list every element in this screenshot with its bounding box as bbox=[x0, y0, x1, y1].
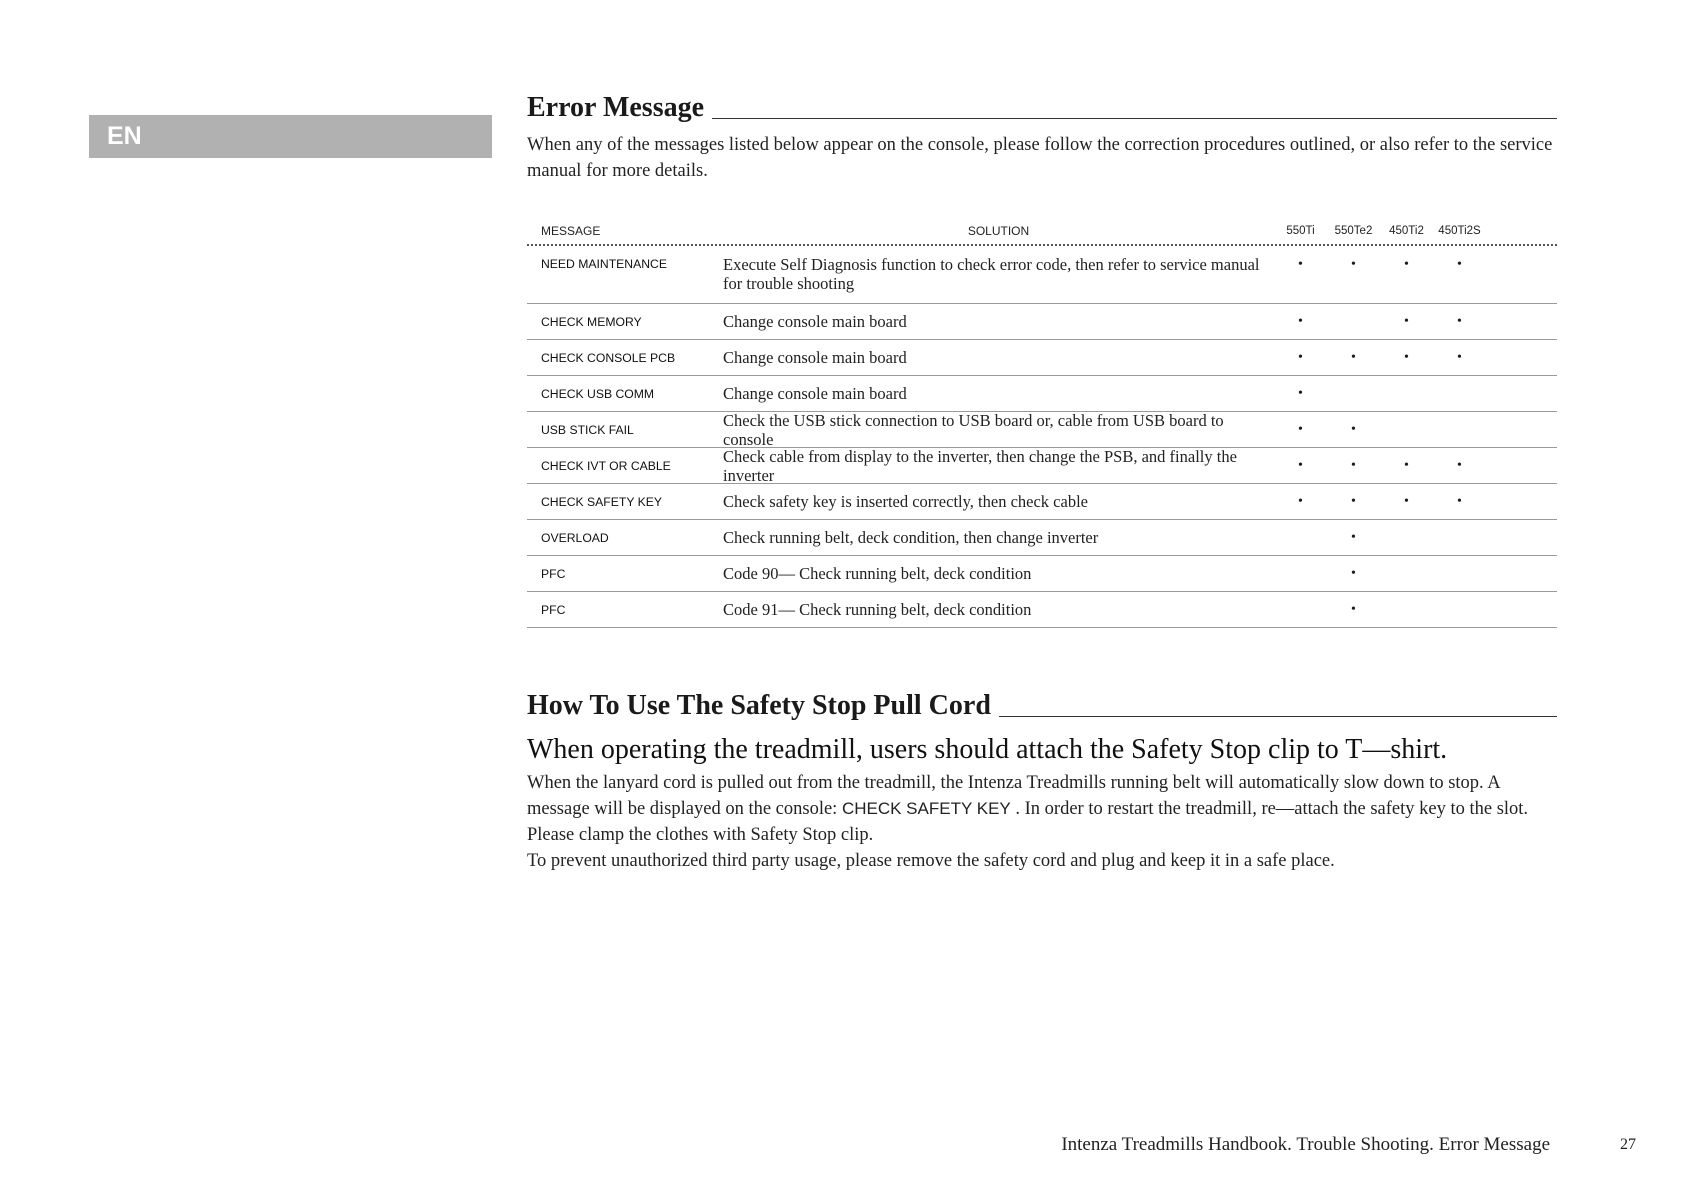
row-message: CHECK CONSOLE PCB bbox=[541, 350, 676, 365]
row-mark: • bbox=[1351, 350, 1356, 365]
row-solution: Change console main board bbox=[723, 348, 907, 367]
row-mark: • bbox=[1298, 458, 1303, 473]
row-solution: Check cable from display to the inverter, then change the PSB, and finally the inverter bbox=[723, 446, 1237, 485]
row-mark: • bbox=[1351, 602, 1356, 617]
para1-text-before: When the lanyard cord is pulled out from the treadmill, the Intenza Treadmills running belt will automatically slow down to stop. A message will be displayed on the console: bbox=[527, 773, 1500, 819]
language-tab: EN bbox=[89, 115, 492, 158]
row-mark: • bbox=[1298, 350, 1303, 365]
row-mark: • bbox=[1298, 314, 1303, 329]
row-mark: • bbox=[1457, 257, 1462, 272]
table-row bbox=[527, 412, 1557, 448]
row-message: CHECK SAFETY KEY bbox=[541, 494, 663, 509]
row-message: USB STICK FAIL bbox=[541, 422, 634, 437]
safety-paragraph-2: Please clamp the clothes with Safety Stop clip. bbox=[527, 825, 874, 845]
row-message: CHECK USB COMM bbox=[541, 386, 655, 401]
safety-paragraph-3: To prevent unauthorized third party usage, please remove the safety cord and plug and keep it in a safe place. bbox=[527, 851, 1335, 871]
row-message: OVERLOAD bbox=[541, 530, 609, 545]
row-message: PFC bbox=[541, 566, 566, 581]
table-row bbox=[527, 448, 1557, 484]
error-section-heading bbox=[527, 88, 1557, 128]
safety-section bbox=[527, 686, 1557, 874]
row-message: PFC bbox=[541, 602, 566, 617]
safety-subheading: When operating the treadmill, users should attach the Safety Stop clip to T—shirt. bbox=[527, 734, 1448, 765]
row-mark: • bbox=[1457, 494, 1462, 509]
error-table bbox=[527, 218, 1557, 628]
row-solution: Execute Self Diagnosis function to check error code, then refer to service manual for trouble shooting bbox=[723, 255, 1260, 293]
row-mark: • bbox=[1457, 350, 1462, 365]
table-header bbox=[527, 218, 1557, 246]
header-model-450ti2: 450Ti2 bbox=[1389, 225, 1424, 237]
safety-section-title: How To Use The Safety Stop Pull Cord bbox=[527, 690, 991, 721]
row-solution: Change console main board bbox=[723, 312, 907, 331]
table-row bbox=[527, 484, 1557, 520]
row-mark: • bbox=[1351, 494, 1356, 509]
header-solution: SOLUTION bbox=[967, 224, 1030, 238]
row-solution: Check safety key is inserted correctly, then check cable bbox=[723, 492, 1088, 511]
table-row bbox=[527, 592, 1557, 628]
row-mark: • bbox=[1298, 494, 1303, 509]
error-section-title: Error Message bbox=[527, 92, 705, 123]
table-row bbox=[527, 340, 1557, 376]
row-mark: • bbox=[1457, 314, 1462, 329]
row-solution: Code 91— Check running belt, deck condition bbox=[723, 600, 1032, 619]
row-mark: • bbox=[1404, 350, 1409, 365]
safety-key-keyword: CHECK SAFETY KEY bbox=[841, 799, 1011, 818]
row-mark: • bbox=[1457, 458, 1462, 473]
row-message: CHECK IVT OR CABLE bbox=[541, 458, 671, 473]
row-solution: Code 90— Check running belt, deck condition bbox=[723, 564, 1032, 583]
title-rule bbox=[999, 716, 1557, 717]
row-mark: • bbox=[1404, 458, 1409, 473]
table-row bbox=[527, 376, 1557, 412]
row-solution: Check running belt, deck condition, then change inverter bbox=[723, 528, 1099, 547]
row-mark: • bbox=[1298, 422, 1303, 437]
table-row bbox=[527, 520, 1557, 556]
page-content bbox=[527, 88, 1557, 874]
row-mark: • bbox=[1404, 257, 1409, 272]
row-mark: • bbox=[1298, 257, 1303, 272]
row-mark: • bbox=[1404, 314, 1409, 329]
row-mark: • bbox=[1351, 422, 1356, 437]
row-message: NEED MAINTENANCE bbox=[541, 257, 667, 271]
row-mark: • bbox=[1298, 386, 1303, 401]
row-solution: Check the USB stick connection to USB board or, cable from USB board to console bbox=[723, 410, 1224, 449]
row-solution: Change console main board bbox=[723, 384, 907, 403]
page-number: 27 bbox=[1620, 1136, 1636, 1153]
header-message: MESSAGE bbox=[541, 224, 601, 238]
row-mark: • bbox=[1351, 458, 1356, 473]
row-mark: • bbox=[1351, 566, 1356, 581]
header-model-550te2: 550Te2 bbox=[1334, 225, 1373, 237]
title-rule bbox=[712, 118, 1557, 119]
row-mark: • bbox=[1404, 494, 1409, 509]
header-model-450ti2s: 450Ti2S bbox=[1438, 225, 1481, 237]
row-mark: • bbox=[1351, 257, 1356, 272]
error-intro: When any of the messages listed below appear on the console, please follow the correction procedures outlined, or also refer to the service manual for more details. bbox=[527, 135, 1553, 181]
page-footer: Intenza Treadmills Handbook. Trouble Shooting. Error Message bbox=[1061, 1134, 1550, 1155]
table-row bbox=[527, 556, 1557, 592]
para1-text-after: . In order to restart the treadmill, re—attach the safety key to the slot. bbox=[1010, 799, 1529, 819]
safety-section-heading bbox=[527, 686, 1557, 726]
table-row bbox=[527, 246, 1557, 304]
row-message: CHECK MEMORY bbox=[541, 314, 642, 329]
safety-paragraph-1 bbox=[527, 770, 1557, 822]
header-model-550ti: 550Ti bbox=[1286, 225, 1315, 237]
table-row bbox=[527, 304, 1557, 340]
row-mark: • bbox=[1351, 530, 1356, 545]
